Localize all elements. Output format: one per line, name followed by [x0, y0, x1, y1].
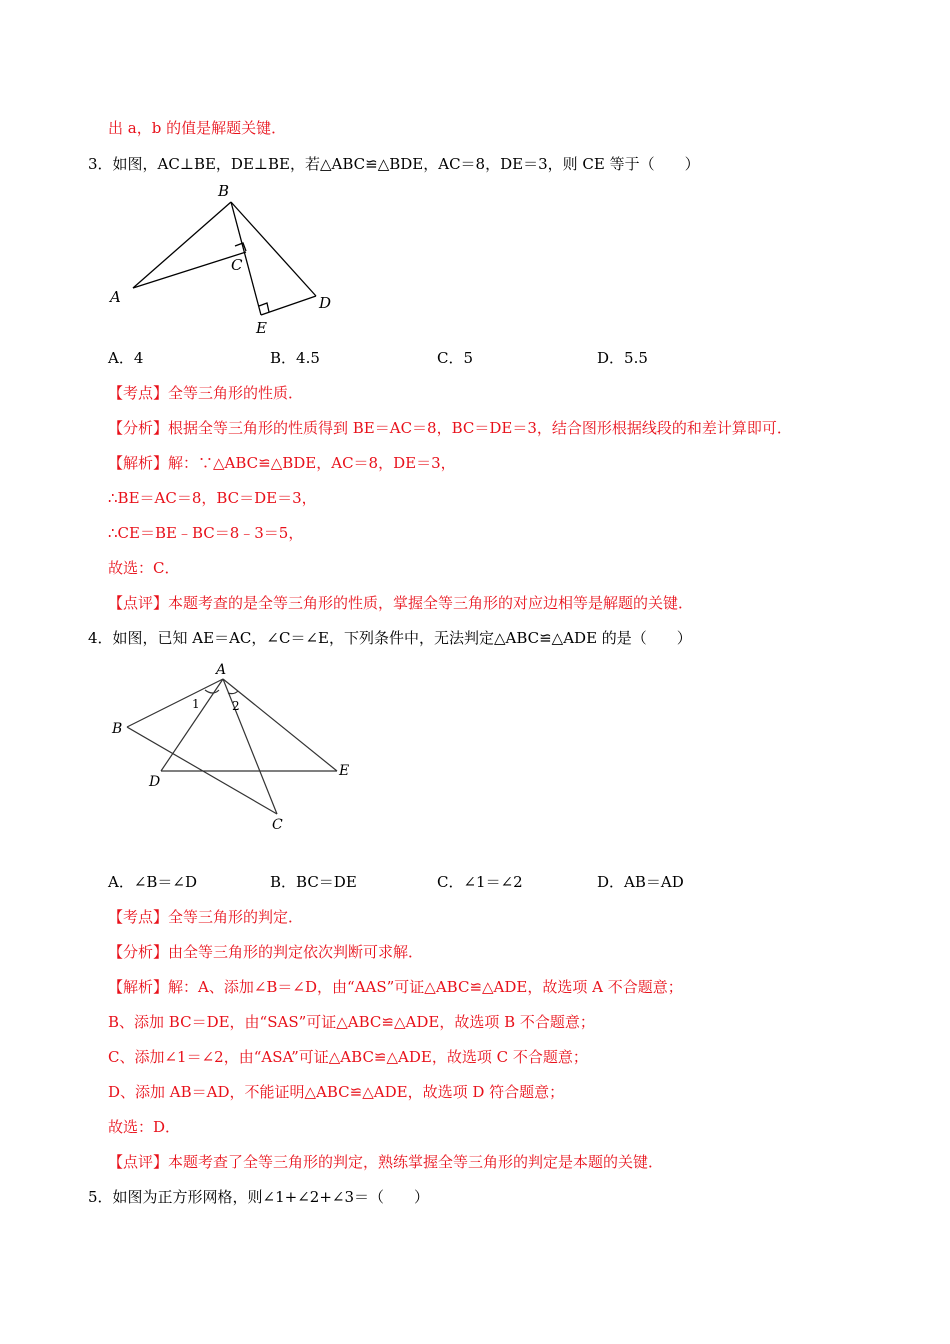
q3-option-d: D．5.5 [597, 349, 648, 367]
q4-fenxi: 【分析】由全等三角形的判定依次判断可求解． [108, 943, 424, 961]
q4-option-a: A．∠B＝∠D [108, 873, 198, 891]
q4-jiexi-3: C、添加∠1＝∠2，由“ASA”可证△ABC≌△ADE，故选项 C 不合题意； [108, 1048, 588, 1066]
q3-seg-AC [133, 252, 246, 288]
q5-stem: 5．如图为正方形网格，则∠1+∠2+∠3＝（ ） [88, 1188, 430, 1206]
q4-option-b: B．BC＝DE [270, 873, 357, 891]
q3-seg-AB [133, 202, 231, 288]
q3-figure [100, 180, 350, 340]
q4-choice: 故选：D． [108, 1118, 181, 1136]
q4-dianping: 【点评】本题考查了全等三角形的判定，熟练掌握全等三角形的判定是本题的关键． [108, 1153, 664, 1171]
q4-seg-AB [127, 679, 223, 727]
q4-figure [100, 655, 360, 840]
q4-label-A: A [216, 662, 227, 678]
q4-option-c: C．∠1＝∠2 [437, 873, 523, 891]
q4-label-2: 2 [232, 699, 240, 713]
q3-dianping: 【点评】本题考查的是全等三角形的性质，掌握全等三角形的对应边相等是解题的关键． [108, 594, 694, 612]
q4-label-C: C [272, 817, 283, 833]
q3-label-A: A [110, 288, 121, 306]
q3-seg-ED [261, 296, 316, 315]
q4-label-1: 1 [192, 697, 200, 711]
q3-fenxi: 【分析】根据全等三角形的性质得到 BE＝AC＝8，BC＝DE＝3，结合图形根据线段的和差计算即可． [108, 419, 792, 437]
q4-option-d: D．AB＝AD [597, 873, 684, 891]
q3-choice: 故选：C． [108, 559, 180, 577]
q3-jiexi-1: 【解析】解：∵△ABC≌△BDE，AC＝8，DE＝3， [108, 454, 456, 472]
q3-option-c: C．5 [437, 349, 474, 367]
q4-jiexi-2: B、添加 BC＝DE，由“SAS”可证△ABC≌△ADE，故选项 B 不合题意； [108, 1013, 595, 1031]
q3-option-b: B．4.5 [270, 349, 320, 367]
q4-stem: 4．如图，已知 AE＝AC，∠C＝∠E，下列条件中，无法判定△ABC≌△ADE 的是（ ） [88, 629, 692, 647]
q3-label-E: E [256, 319, 267, 337]
q3-jiexi-2: ∴BE＝AC＝8，BC＝DE＝3， [108, 489, 317, 507]
q3-label-C: C [231, 256, 243, 274]
q4-jiexi-1: 【解析】解：A、添加∠B＝∠D，由“AAS”可证△ABC≌△ADE，故选项 A 不合题意； [108, 978, 683, 996]
q3-label-B: B [218, 182, 230, 200]
q4-seg-AE [223, 679, 337, 771]
intro-line: 出 a，b 的值是解题关键． [108, 119, 287, 137]
q3-kaodian: 【考点】全等三角形的性质． [108, 384, 304, 402]
q4-label-D: D [149, 774, 161, 790]
q3-jiexi-3: ∴CE＝BE﹣BC＝8﹣3＝5， [108, 524, 304, 542]
q3-option-a: A．4 [108, 349, 144, 367]
q4-label-B: B [112, 721, 123, 737]
q3-label-D: D [319, 294, 332, 312]
q4-angle-1-arc [205, 690, 219, 693]
q3-stem: 3．如图，AC⊥BE，DE⊥BE，若△ABC≌△BDE，AC＝8，DE＝3，则 CE 等于（ ） [88, 155, 700, 173]
q4-label-E: E [339, 763, 350, 779]
q4-angle-2-arc [228, 691, 238, 694]
q4-jiexi-4: D、添加 AB＝AD，不能证明△ABC≌△ADE，故选项 D 符合题意； [108, 1083, 565, 1101]
q4-kaodian: 【考点】全等三角形的判定． [108, 908, 304, 926]
